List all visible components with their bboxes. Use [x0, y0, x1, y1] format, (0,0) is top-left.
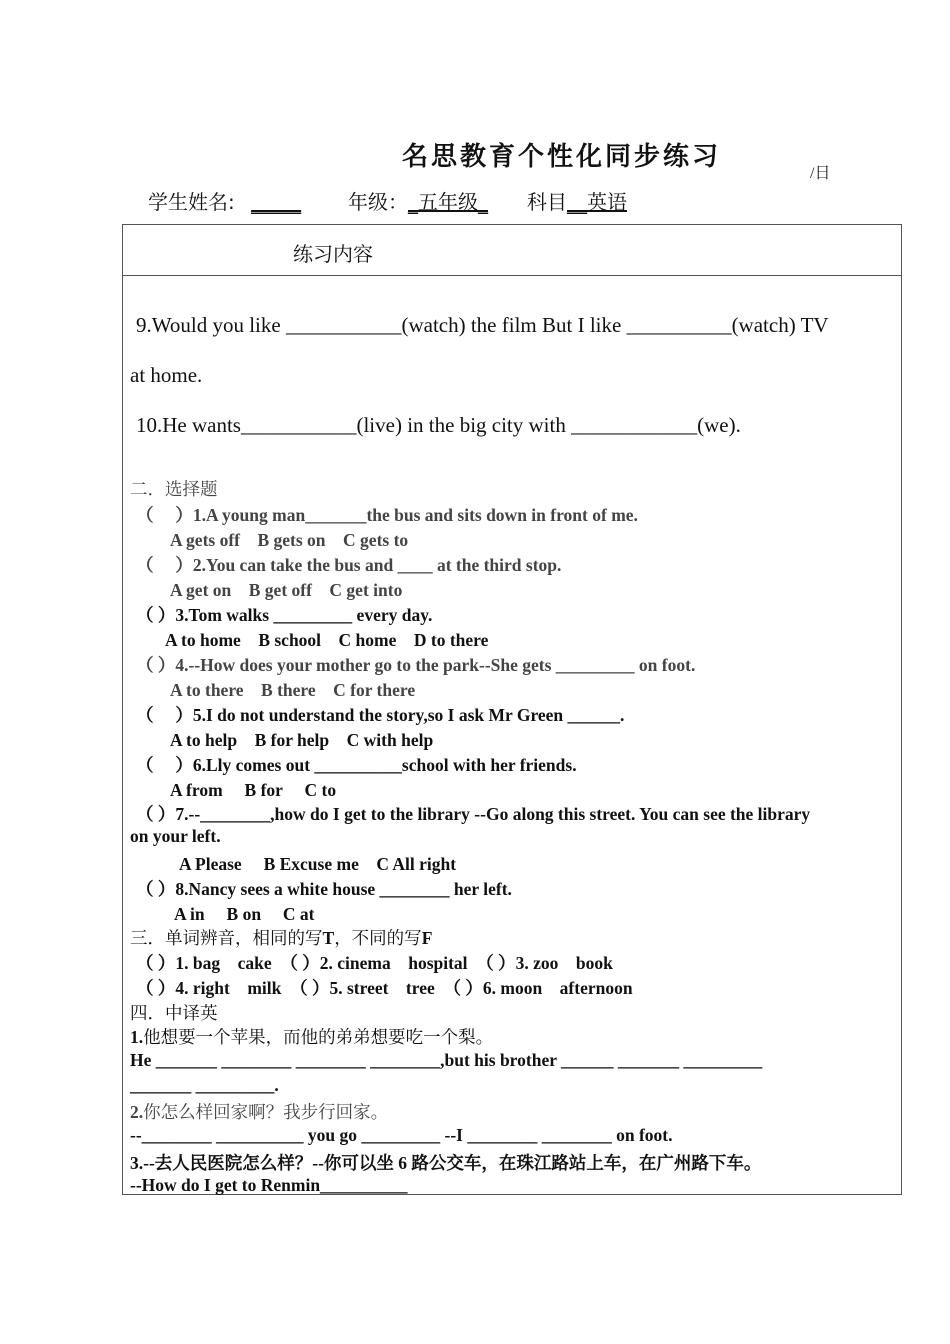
choice-q5-options: A to help B for help C with help — [170, 730, 434, 750]
phonics-f-letter: F — [421, 928, 433, 948]
phonics-row-2: （ ）4. right milk （ ）5. street tree （ ）6. moon afternoon — [136, 978, 633, 998]
choice-q1-options: A gets off B gets on C gets to — [170, 530, 409, 550]
page-title: 名思教育个性化同步练习 — [402, 142, 722, 172]
section-phonics-title — [130, 925, 432, 950]
translate-q1 — [130, 1024, 493, 1049]
choice-q7-line1: （ ）7.--________,how do I get to the library --Go along this street. You can see the library — [136, 804, 811, 824]
exercise-box-header — [123, 225, 901, 276]
translate-q1-answer-line1: He _______ ________ ________ ________,but his brother ______ _______ _________ — [130, 1050, 763, 1070]
translate-q1-answer-line2: _______ _________. — [130, 1075, 279, 1095]
question-10: 10.He wants___________(live) in the big city with ____________(we). — [136, 413, 741, 437]
choice-q8-options: A in B on C at — [174, 904, 315, 924]
student-name-field — [148, 186, 301, 215]
student-name-value: _____ — [251, 190, 302, 214]
grade-value: _五年级_ — [408, 190, 488, 214]
translate-q2-answer: --________ __________ you go _________ --I ________ ________ on foot. — [130, 1125, 673, 1145]
question-9-line2: at home. — [130, 363, 203, 387]
phonics-t-letter: T — [322, 928, 335, 948]
choice-q3-options: A to home B school C home D to there — [165, 630, 489, 650]
corner-mark: /日 — [810, 165, 831, 182]
phonics-row-1: （ ）1. bag cake （ ）2. cinema hospital （ ）3. zoo book — [136, 953, 613, 973]
subject-value: __英语 — [567, 190, 627, 214]
phonics-mid-text: ，不同的写 — [334, 929, 422, 949]
subject-field — [527, 186, 627, 215]
choice-q6: （ ）6.Lly comes out __________school with her friends. — [136, 755, 577, 775]
translate-q2 — [130, 1099, 388, 1124]
choice-q3: （ ）3.Tom walks _________ every day. — [136, 605, 433, 625]
choice-q2: （ ）2.You can take the bus and ____ at the third stop. — [136, 555, 562, 575]
choice-q7-options: A Please B Excuse me C All right — [179, 854, 457, 874]
choice-q1: （ ）1.A young man_______the bus and sits down in front of me. — [136, 505, 638, 525]
grade-label: 年级： — [348, 190, 408, 214]
grade-field — [348, 186, 488, 215]
section-translate-title: 四．中译英 — [130, 1004, 218, 1024]
translate-q1-chinese: 他想要一个苹果，而他的弟弟想要吃一个梨。 — [143, 1028, 494, 1048]
choice-q4-options: A to there B there C for there — [170, 680, 416, 700]
subject-label: 科目 — [527, 190, 567, 214]
student-name-label: 学生姓名: — [148, 190, 235, 214]
exercise-box-heading: 练习内容 — [293, 242, 373, 266]
choice-q5: （ ）5.I do not understand the story,so I ask Mr Green ______. — [136, 705, 625, 725]
choice-q4: （ ）4.--How does your mother go to the park--She gets _________ on foot. — [136, 655, 696, 675]
phonics-title-text: 三．单词辨音，相同的写 — [130, 929, 323, 949]
translate-q2-number: 2. — [130, 1102, 144, 1122]
translate-q3: 3.--去人民医院怎么样？--你可以坐 6 路公交车，在珠江路站上车，在广州路下车。 — [130, 1153, 762, 1173]
translate-q1-number: 1. — [130, 1027, 144, 1047]
question-9-line1: 9.Would you like ___________(watch) the film But I like __________(watch) TV — [136, 313, 829, 337]
choice-q7-line2: on your left. — [130, 826, 221, 846]
translate-q2-chinese: 你怎么样回家啊？我步行回家。 — [143, 1103, 389, 1123]
choice-q8: （ ）8.Nancy sees a white house ________ her left. — [136, 879, 512, 899]
section-choice-title: 二．选择题 — [130, 480, 218, 500]
translate-q3-answer: --How do I get to Renmin__________ — [130, 1175, 408, 1195]
choice-q6-options: A from B for C to — [170, 780, 337, 800]
choice-q2-options: A get on B get off C get into — [170, 580, 403, 600]
